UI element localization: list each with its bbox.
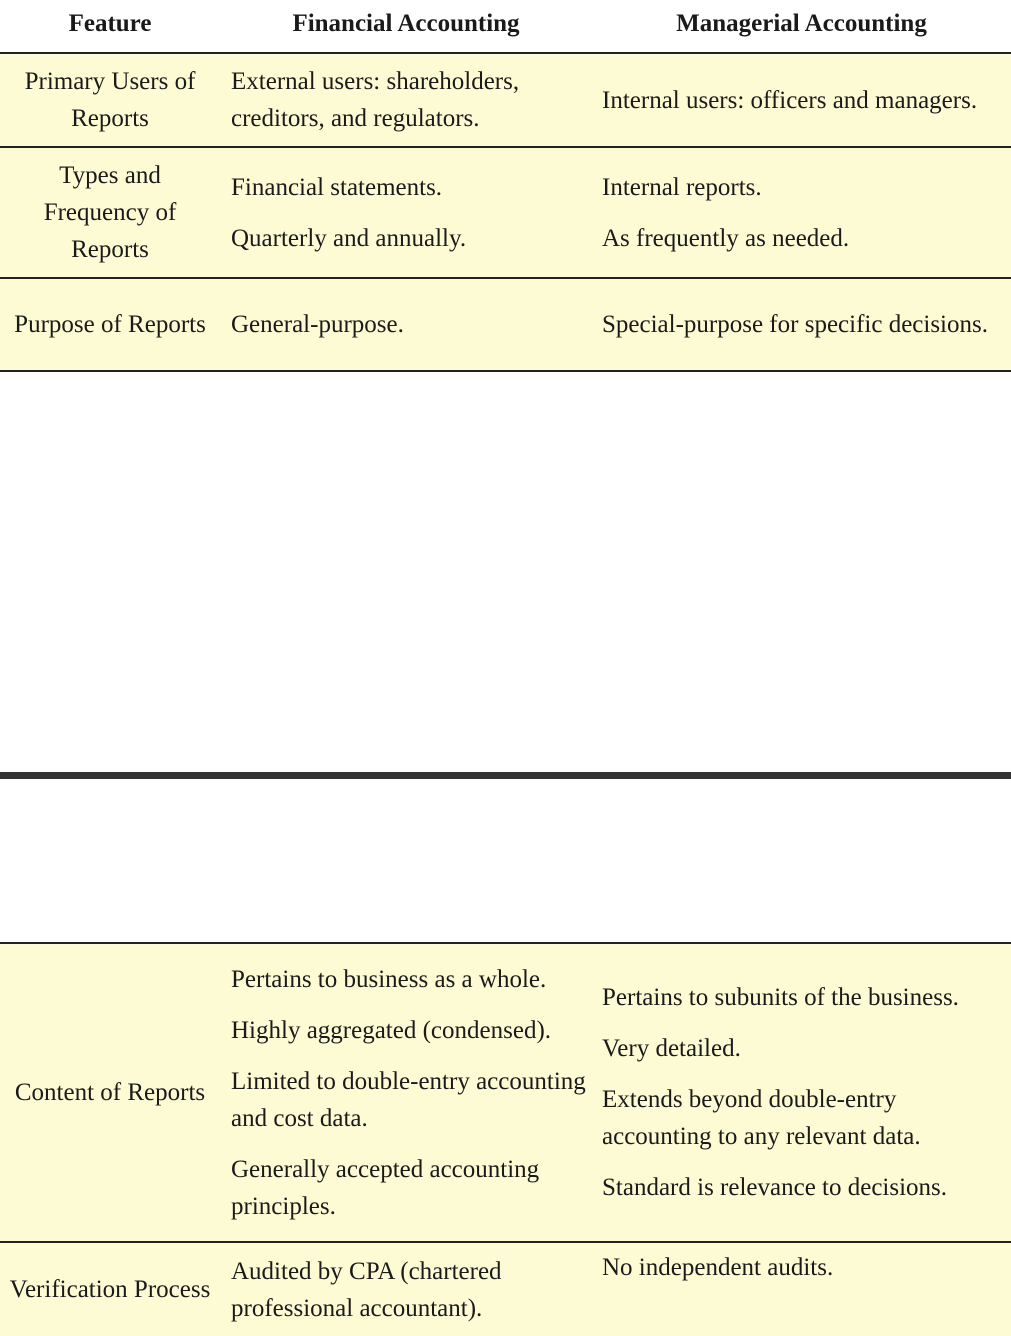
feature-label: Purpose of Reports <box>14 311 206 338</box>
feature-cell <box>0 54 220 146</box>
managerial-cell <box>602 944 1002 1241</box>
feature-label: Primary Users of Reports <box>24 68 196 132</box>
managerial-text: No independent audits. <box>602 1254 834 1281</box>
managerial-cell <box>602 148 1002 277</box>
managerial-text: Internal users: officers and managers. <box>602 86 978 114</box>
managerial-cell <box>602 54 1002 146</box>
table-header <box>0 0 1011 54</box>
managerial-text: Extends beyond double-entry accounting to any relevant data. <box>602 1086 921 1150</box>
managerial-text: As frequently as needed. <box>602 224 850 252</box>
feature-cell <box>0 944 220 1241</box>
financial-cell <box>231 148 591 277</box>
table-row-content <box>0 944 1011 1243</box>
managerial-cell <box>602 279 1002 370</box>
financial-cell <box>231 1243 591 1336</box>
managerial-text: Special-purpose for specific decisions. <box>602 311 988 338</box>
managerial-cell <box>602 1243 1002 1336</box>
table-row-primary-users <box>0 54 1011 148</box>
financial-text: Limited to double-entry accounting and cost data. <box>231 1067 586 1132</box>
feature-cell <box>0 148 220 277</box>
managerial-text: Standard is relevance to decisions. <box>602 1174 948 1201</box>
financial-cell <box>231 279 591 370</box>
financial-text: Audited by CPA (chartered professional accountant). <box>231 1257 502 1322</box>
table-row-types-frequency <box>0 148 1011 279</box>
financial-text: Highly aggregated (condensed). <box>231 1016 552 1044</box>
financial-text: Financial statements. <box>231 173 443 201</box>
header-managerial-accounting: Managerial Accounting <box>676 10 927 37</box>
feature-cell <box>0 279 220 370</box>
financial-cell <box>231 54 591 146</box>
financial-text: Quarterly and annually. <box>231 224 467 252</box>
feature-label: Verification Process <box>9 1276 211 1303</box>
header-financial-accounting: Financial Accounting <box>292 10 520 37</box>
managerial-text: Internal reports. <box>602 173 762 201</box>
page-break-divider <box>0 772 1011 779</box>
managerial-text: Very detailed. <box>602 1035 741 1062</box>
managerial-text: Pertains to subunits of the business. <box>602 984 959 1011</box>
financial-text: Generally accepted accounting principles. <box>231 1155 540 1220</box>
table-row-purpose <box>0 279 1011 372</box>
financial-text: Pertains to business as a whole. <box>231 965 547 993</box>
feature-label: Types and Frequency of Reports <box>43 162 177 263</box>
table-row-verification <box>0 1243 1011 1336</box>
financial-text: General-purpose. <box>231 311 404 338</box>
financial-text: External users: shareholders, creditors, and regulators. <box>231 68 520 132</box>
financial-cell <box>231 944 591 1241</box>
header-feature: Feature <box>68 10 152 37</box>
feature-label: Content of Reports <box>14 1079 206 1106</box>
feature-cell <box>0 1243 220 1336</box>
